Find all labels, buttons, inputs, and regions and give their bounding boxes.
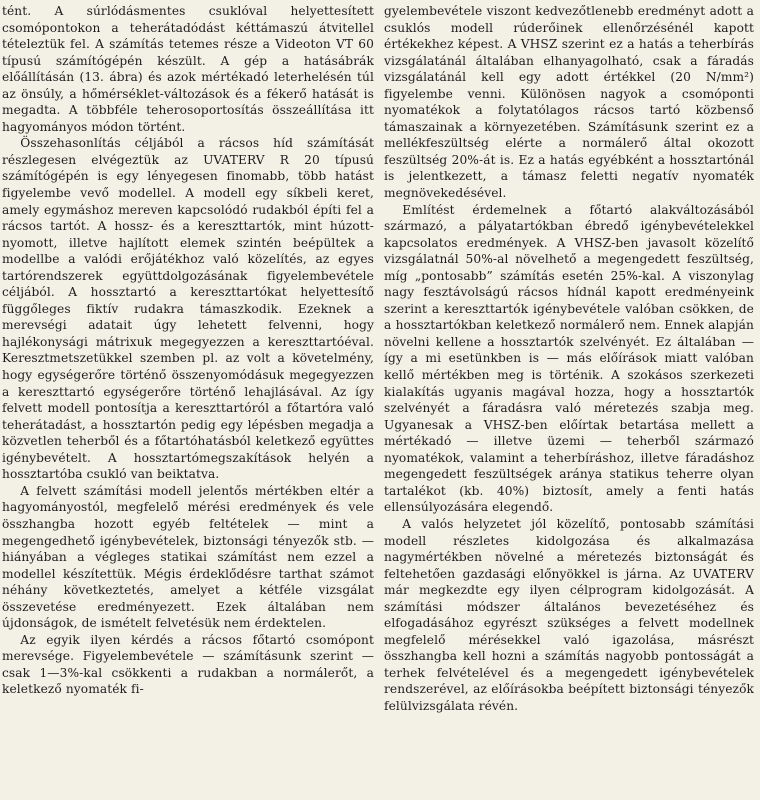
paragraph: tént. A súrlódásmentes csuklóval helyettesített csomópontokon a teherátadódást kéttámaszú átvitellel tételeztük fel. A számítás tetemes része a Videoton VT 60 típusú számítógépén készült. A gép a hatásábrák előállításán (13. ábra) és azok mértékadó leterhelésén túl az önsúly, a hőmérséklet-változások és a fékerő hatását is megadta. A többféle teherosoportosítás összeállítása itt hagyományos módon történt. bbox=[2, 4, 374, 134]
paragraph: A felvett számítási modell jelentős mértékben eltér a hagyományostól, megfelelő mérési eredmények és vele összhangba hozott egyéb feltételek — mint a megengedhető igénybevételek, biztonsági tényezők stb. — hiányában a végleges statikai számítást nem ezzel a modellel készítettük. Mégis érdeklődésre tarthat számot néhány következtetés, amelyet a kétféle vizsgálat összevetése eredményezett. Ezek általában nem újdonságok, de ismételt felvetésük nem érdektelen. bbox=[2, 483, 374, 631]
paragraph: A valós helyzetet jól közelítő, pontosabb számítási modell részletes kidolgozása és alkalmazása nagymértékben növelné a méretezés biztonságát és feltehetően gazdasági előnyökkel is járna. Az UVATERV már megkezdte egy ilyen célprogram kidolgozását. A számítási módszer általános bevezetéséhez és elfogadásához egyrészt szükséges a felvett modellnek megfelelő mérésekkel való igazolása, másrészt összhangba kell hozni a számítás nagyobb pontosságát a terhek felvételével és a megengedett igénybevételek rendszerével, az előírásokba beépített biztonsági tényezők felülvizsgálata révén. bbox=[384, 516, 754, 713]
right-column bbox=[382, 0, 754, 800]
two-column-layout bbox=[2, 0, 754, 800]
paragraph: gyelembevétele viszont kedvezőtlenebb eredményt adott a csuklós modell rúderőinek ellenőrzésénél kapott értékekhez képest. A VHSZ szerint ez a hatás a teherbírás vizsgálatánál általában elhanyagolható, csak a fáradás vizsgálatánál kell egy adott értékkel (20 N/mm²) figyelembe venni. Különösen nagyok a csomóponti nyomatékok a folytatólagos rácsos tartó közbenső támaszainak a környezetében. Számításunk szerint ez a mellékfeszültség elérte a normálerő által okozott feszültség 20%-át is. Ez a hatás egyébként a hossztartónál is jelentkezett, a támasz feletti negatív nyomaték megnövekedésével. bbox=[384, 4, 754, 201]
paragraph: Említést érdemelnek a főtartó alakváltozásából származó, a pályatartókban ébredő igénybevételekkel kapcsolatos eredmények. A VHSZ-ben javasolt közelítő vizsgálatnál 50%-al növelhető a megengedett feszültség, míg „pontosabb” számítás esetén 25%-kal. A viszonylag nagy fesztávolságú rácsos hídnál kapott eredményeink szerint a kereszttartók igénybevétele valóban csökken, de a hossztartókban keletkező normálerő nem. Ennek alapján növelni kellene a hossztartók szelvényét. Ez általában — így a mi esetünkben is — más előírások miatt valóban kellő mértékben meg is történik. A szokásos szerkezeti kialakítás ugyanis magával hozza, hogy a hossztartók szelvényét a fáradásra való méretezés szabja meg. Ugyanesak a VHSZ-ben előírtak betartása mellett a mértékadó — illetve üzemi — teherből származó nyomatékok, valamint a teherbíráshoz, illetve fáradáshoz megengedett feszültségek aránya statikus teherre olyan tartalékot (kb. 40%) biztosít, amely a fenti hatás ellensúlyozására elegendő. bbox=[384, 202, 754, 515]
paragraph: Az egyik ilyen kérdés a rácsos főtartó csomópont merevsége. Figyelembevétele — számításunk szerint — csak 1—3%-kal csökkenti a rudakban a normálerőt, a keletkező nyomaték fi- bbox=[2, 632, 374, 697]
left-column bbox=[2, 0, 374, 800]
paragraph: Összehasonlítás céljából a rácsos híd számítását részlegesen elvégeztük az UVATERV R 20 típusú számítógépén is egy lényegesen finomabb, több hatást figyelembe vevő modellel. A modell egy síkbeli keret, amely egymáshoz mereven kapcsolódó rudakból építi fel a rácsos tartót. A hossz- és a kereszttartók, mint húzott-nyomott, illetve hajlított elemek szintén beépültek a modellbe a valódi erőjátékhoz való közelítés, az egyes tartórendszerek együttdolgozásának figyelembevétele céljából. A hossztartó a kereszttartókat helyettesítő függőleges fiktív rudakra támaszkodik. Ezeknek a merevségi adatait úgy lehetett felvenni, hogy hajlékonysági mátrixuk megegyezzen a kereszttartóéval. Keresztmetszetükkel szemben pl. az volt a követelmény, hogy egységerőre történő összenyomódásuk megegyezzen a kereszttartó egységerőre történő lehajlásával. Az így felvett modell pontosítja a kereszttartóról a főtartóra való teherátadást, a hossztartón pedig egy lépésben megadja a közvetlen teherből és a főtartóhatásból keletkező együttes igénybevételt. A hossztartómegszakítások helyén a hossztartóba csukló van beiktatva. bbox=[2, 136, 374, 482]
